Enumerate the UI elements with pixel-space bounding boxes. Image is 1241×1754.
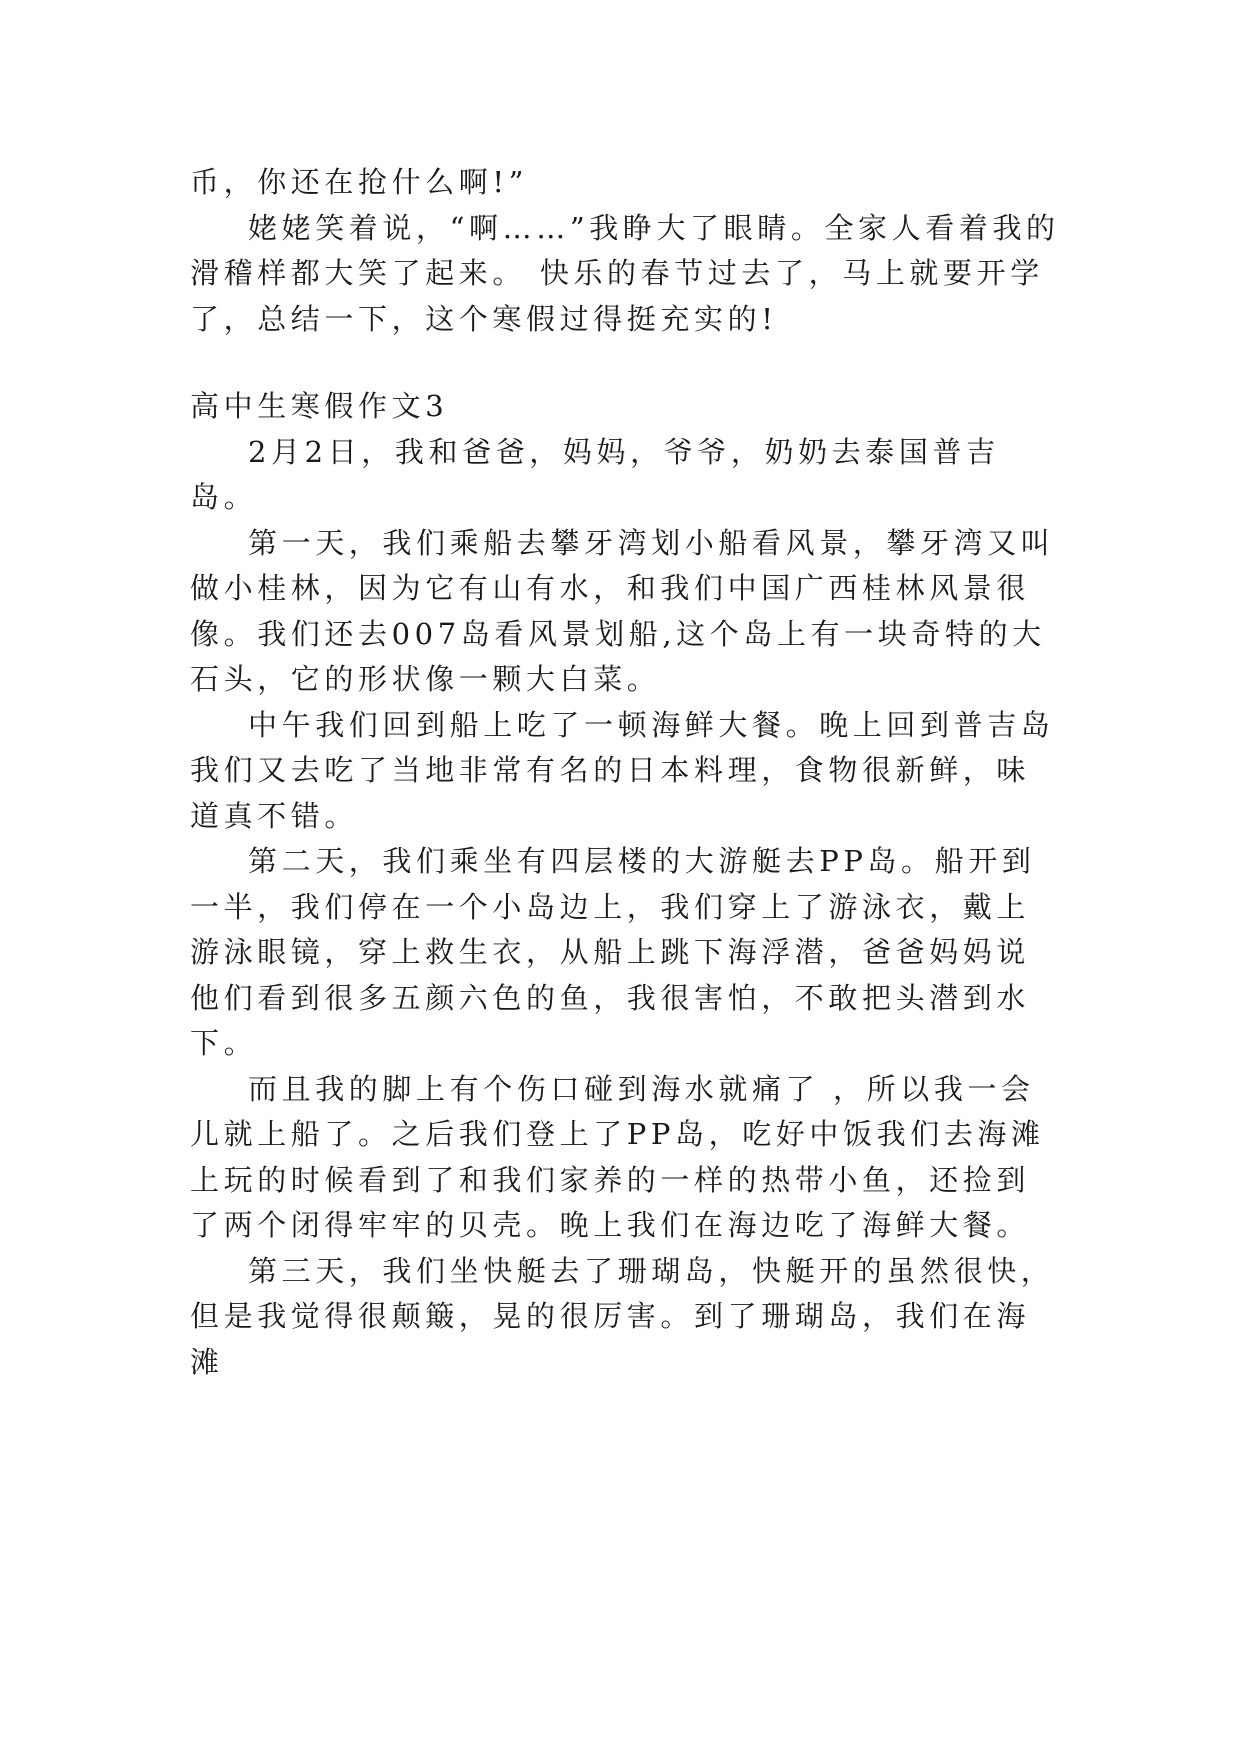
paragraph: 第二天，我们乘坐有四层楼的大游艇去PP岛。船开到一半，我们停在一个小岛边上，我们穿上了游泳衣，戴上游泳眼镜，穿上救生衣，从船上跳下海浮潜，爸爸妈妈说他们看到很多五颜六色的鱼，我很害怕，不敢把头潜到水下。 (190, 844, 1036, 1060)
paragraph: 中午我们回到船上吃了一顿海鲜大餐。晚上回到普吉岛我们又去吃了当地非常有名的日本料理，食物很新鲜，味道真不错。 (190, 707, 1055, 833)
paragraph: 第三天，我们坐快艇去了珊瑚岛，快艇开的虽然很快，但是我觉得很颠簸，晃的很厉害。到了珊瑚岛，我们在海滩 (190, 1253, 1055, 1379)
section-title: 高中生寒假作文3 (190, 389, 449, 423)
paragraph: 姥姥笑着说，“啊……”我睁大了眼睛。全家人看着我的滑稽样都大笑了起来。 快乐的春节过去了，马上就要开学了，总结一下，这个寒假过得挺充实的! (190, 210, 1060, 336)
paragraph: 第一天，我们乘船去攀牙湾划小船看风景，攀牙湾又叫做小桂林，因为它有山有水，和我们中国广西桂林风景很像。我们还去007岛看风景划船,这个岛上有一块奇特的大石头，它的形状像一颗大白菜。 (190, 525, 1055, 696)
paragraph: 而且我的脚上有个伤口碰到海水就痛了 ，所以我一会儿就上船了。之后我们登上了PP岛，吃好中饭我们去海滩上玩的时候看到了和我们家养的一样的热带小鱼，还捡到了两个闭得牢牢的贝壳。晚上我们在海边吃了海鲜大餐。 (190, 1071, 1045, 1242)
paragraph: 2月2日，我和爸爸，妈妈，爷爷，奶奶去泰国普吉岛。 (190, 434, 1000, 514)
continuation-line: 币，你还在抢什么啊!” (190, 165, 529, 199)
document-page (190, 160, 1060, 1385)
